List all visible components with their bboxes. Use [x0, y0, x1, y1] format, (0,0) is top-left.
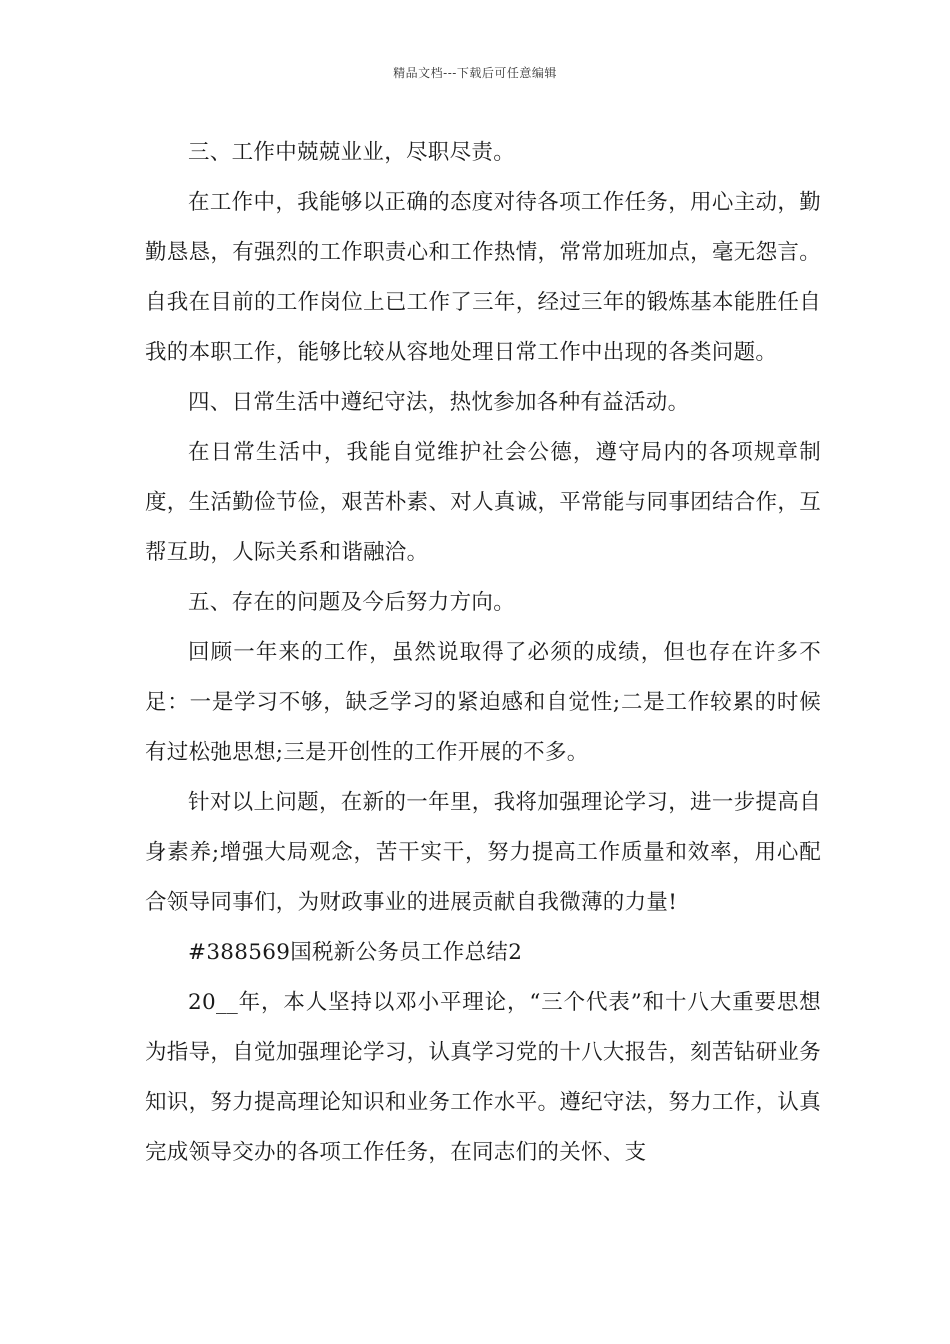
- document-subtitle: #388569国税新公务员工作总结2: [188, 940, 523, 965]
- body-paragraph: 在工作中，我能够以正确的态度对待各项工作任务，用心主动，勤勤恳恳，有强烈的工作职责心和工作热情，常常加班加点，毫无怨言。自我在目前的工作岗位上已工作了三年，经过三年的锻炼基本能胜任自我的本职工作，能够比较从容地处理日常工作中出现的各类问题。: [145, 190, 821, 365]
- body-paragraph: 回顾一年来的工作，虽然说取得了必须的成绩，但也存在许多不足：一是学习不够，缺乏学习的紧迫感和自觉性;二是工作较累的时候有过松弛思想;三是开创性的工作开展的不多。: [145, 640, 821, 765]
- document-body: [145, 128, 821, 1178]
- body-paragraph: 针对以上问题，在新的一年里，我将加强理论学习，进一步提高自身素养;增强大局观念，苦干实干，努力提高工作质量和效率，用心配合领导同事们，为财政事业的进展贡献自我微薄的力量!: [145, 790, 821, 915]
- body-paragraph: 在日常生活中，我能自觉维护社会公德，遵守局内的各项规章制度，生活勤俭节俭，艰苦朴素、对人真诚，平常能与同事团结合作，互帮互助，人际关系和谐融洽。: [145, 440, 821, 565]
- section-heading-4: 四、日常生活中遵纪守法，热忱参加各种有益活动。: [188, 390, 690, 415]
- body-paragraph: 20__年，本人坚持以邓小平理论，“三个代表”和十八大重要思想为指导，自觉加强理论学习，认真学习党的十八大报告，刻苦钻研业务知识，努力提高理论知识和业务工作水平。遵纪守法，努力工作，认真完成领导交办的各项工作任务，在同志们的关怀、支: [145, 990, 821, 1165]
- section-heading-3: 三、工作中兢兢业业，尽职尽责。: [188, 140, 516, 165]
- page-header: 精品文档---下载后可任意编辑: [393, 66, 557, 80]
- section-heading-5: 五、存在的问题及今后努力方向。: [188, 590, 516, 615]
